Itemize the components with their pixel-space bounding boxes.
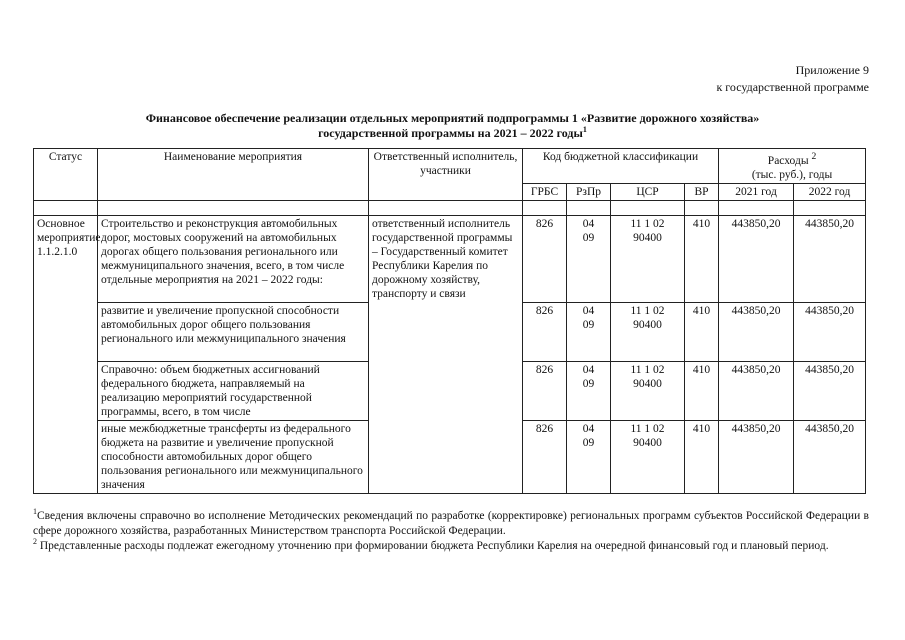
footnote-2-mark: 2 bbox=[33, 537, 37, 547]
row-name: иные межбюджетные трансферты из федерального бюджета на развитие и увеличение пропускной способности автомобильных дорог общего пользования регионального или межмуниципального значения bbox=[98, 420, 369, 493]
row-csr-b: 90400 bbox=[633, 436, 662, 449]
row-csr-a: 11 1 02 bbox=[630, 217, 665, 230]
row-2022: 443850,20 bbox=[794, 215, 866, 302]
row-csr-b: 90400 bbox=[633, 318, 662, 331]
header-name: Наименование мероприятия bbox=[98, 149, 369, 201]
row-csr bbox=[611, 302, 685, 361]
row-csr-a: 11 1 02 bbox=[630, 304, 665, 317]
header-expenses-label: Расходы bbox=[767, 154, 809, 167]
footnote-1-mark: 1 bbox=[33, 507, 37, 517]
row-grbs: 826 bbox=[523, 215, 567, 302]
header-code-group: Код бюджетной классификации bbox=[523, 149, 719, 184]
row-name: развитие и увеличение пропускной способности автомобильных дорог общего пользования регионального или межмуниципального значения bbox=[98, 302, 369, 361]
row-rzpr-b: 09 bbox=[582, 436, 595, 449]
row-rzpr-b: 09 bbox=[582, 377, 595, 390]
header-expenses-footnote-mark: 2 bbox=[811, 151, 817, 162]
row-rzpr bbox=[567, 215, 611, 302]
title-line-1: Финансовое обеспечение реализации отдельных мероприятий подпрограммы 1 «Развитие дорожного хозяйства» bbox=[145, 111, 760, 125]
header-grbs: ГРБС bbox=[523, 183, 567, 200]
status-cell: Основное мероприятие 1.1.2.1.0 bbox=[34, 215, 98, 493]
row-vr: 410 bbox=[685, 420, 719, 493]
row-csr-a: 11 1 02 bbox=[630, 422, 665, 435]
row-rzpr-a: 04 bbox=[582, 304, 595, 317]
row-rzpr bbox=[567, 420, 611, 493]
footnote-1 bbox=[33, 509, 869, 539]
row-grbs: 826 bbox=[523, 302, 567, 361]
appendix-line-1: Приложение 9 bbox=[795, 63, 869, 77]
footnote-2 bbox=[33, 539, 869, 554]
row-2021: 443850,20 bbox=[719, 302, 794, 361]
header-responsible: Ответственный исполнитель, участники bbox=[369, 149, 523, 201]
row-rzpr-a: 04 bbox=[582, 217, 595, 230]
footnotes bbox=[33, 509, 869, 554]
footnote-1-text: Сведения включены справочно во исполнение Методических рекомендаций по разработке (корректировке) региональных программ субъектов Российской Федерации в сфере дорожного хозяйства, разработанных Министерством транспорта Российской Федерации. bbox=[33, 510, 869, 537]
row-rzpr-a: 04 bbox=[582, 363, 595, 376]
row-rzpr bbox=[567, 361, 611, 420]
row-grbs: 826 bbox=[523, 420, 567, 493]
row-rzpr bbox=[567, 302, 611, 361]
row-2021: 443850,20 bbox=[719, 420, 794, 493]
row-2021: 443850,20 bbox=[719, 215, 794, 302]
row-csr bbox=[611, 420, 685, 493]
row-vr: 410 bbox=[685, 215, 719, 302]
row-vr: 410 bbox=[685, 302, 719, 361]
header-year-2022: 2022 год bbox=[794, 183, 866, 200]
row-csr-b: 90400 bbox=[633, 377, 662, 390]
title-line-2 bbox=[0, 126, 905, 141]
row-2022: 443850,20 bbox=[794, 420, 866, 493]
header-expenses-group bbox=[719, 149, 866, 184]
row-rzpr-b: 09 bbox=[582, 231, 595, 244]
row-2022: 443850,20 bbox=[794, 302, 866, 361]
row-2021: 443850,20 bbox=[719, 361, 794, 420]
row-2022: 443850,20 bbox=[794, 361, 866, 420]
header-status: Статус bbox=[34, 149, 98, 201]
row-rzpr-b: 09 bbox=[582, 318, 595, 331]
appendix-line-2: к государственной программе bbox=[716, 80, 869, 94]
row-grbs: 826 bbox=[523, 361, 567, 420]
header-year-2021: 2021 год bbox=[719, 183, 794, 200]
financing-table bbox=[33, 148, 866, 494]
appendix-label bbox=[716, 62, 869, 96]
title-line-2-text: государственной программы на 2021 – 2022 годы bbox=[318, 126, 583, 140]
header-rzpr: РзПр bbox=[567, 183, 611, 200]
responsible-cell: ответственный исполнитель государственной программы – Государственный комитет Республики Карелия по дорожному хозяйству, транспорту и связи bbox=[369, 215, 523, 493]
table-row bbox=[34, 215, 866, 302]
row-name: Справочно: объем бюджетных ассигнований федерального бюджета, направляемый на реализацию мероприятий государственной программы, всего, в том числе bbox=[98, 361, 369, 420]
row-csr-a: 11 1 02 bbox=[630, 363, 665, 376]
row-name: Строительство и реконструкция автомобильных дорог, мостовых сооружений на автомобильных дорогах общего пользования регионального или межмуниципального значения, всего, в том числе отдельные мероприятия на 2021 – 2022 годы: bbox=[98, 215, 369, 302]
footnote-2-text: Представленные расходы подлежат ежегодному уточнению при формировании бюджета Республики Карелия на очередной финансовый год и плановый период. bbox=[37, 540, 829, 552]
row-csr bbox=[611, 215, 685, 302]
row-vr: 410 bbox=[685, 361, 719, 420]
row-csr bbox=[611, 361, 685, 420]
header-expenses-unit: (тыс. руб.), годы bbox=[751, 168, 833, 181]
title-footnote-mark: 1 bbox=[582, 125, 587, 134]
header-row-1 bbox=[34, 149, 866, 184]
row-csr-b: 90400 bbox=[633, 231, 662, 244]
document-title bbox=[0, 111, 905, 141]
spacer-row bbox=[34, 200, 866, 215]
header-csr: ЦСР bbox=[611, 183, 685, 200]
header-vr: ВР bbox=[685, 183, 719, 200]
row-rzpr-a: 04 bbox=[582, 422, 595, 435]
